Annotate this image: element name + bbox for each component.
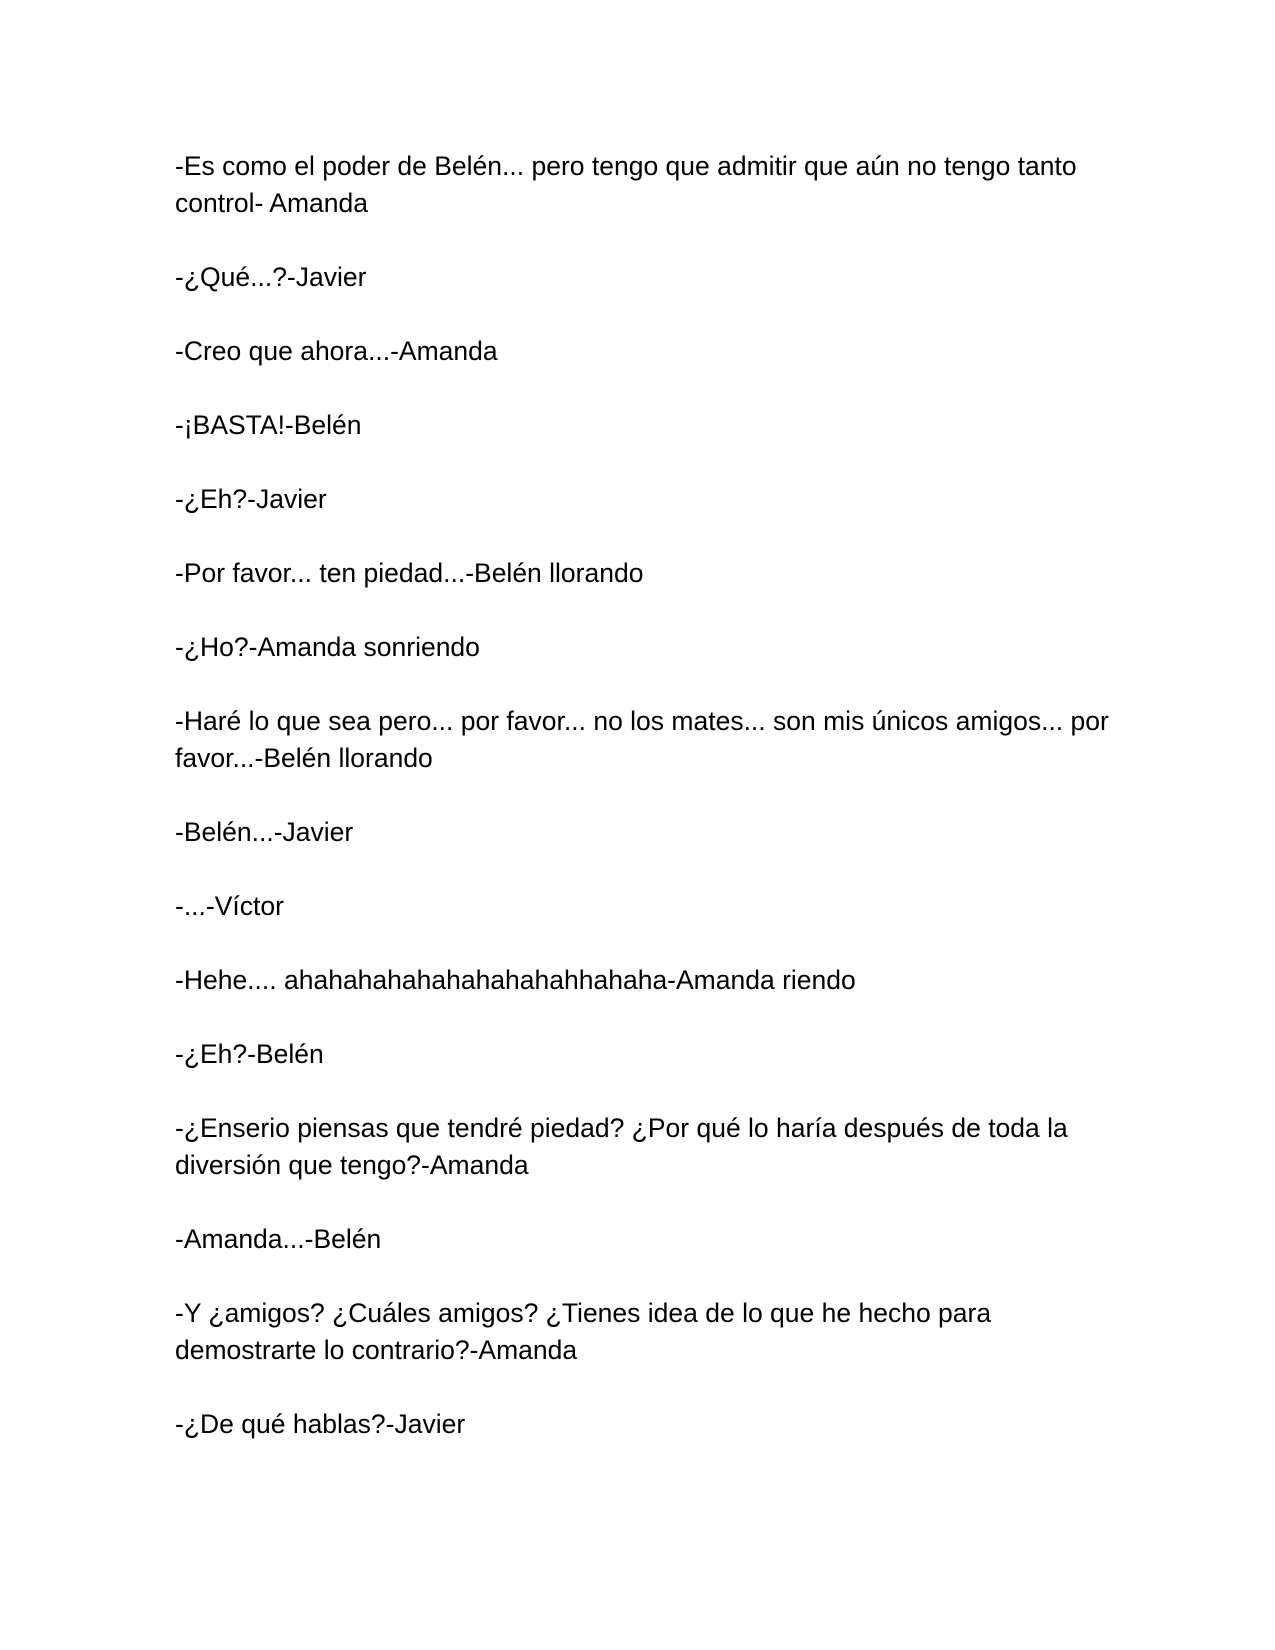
paragraph: -Haré lo que sea pero... por favor... no los mates... son mis únicos amigos... por favor...-Belén llorando [175, 706, 1109, 773]
paragraph: -Por favor... ten piedad...-Belén llorando [175, 558, 644, 588]
paragraph: -Belén...-Javier [175, 817, 354, 847]
paragraph: -Y ¿amigos? ¿Cuáles amigos? ¿Tienes idea de lo que he hecho para demostrarte lo contrario?-Amanda [175, 1298, 992, 1365]
paragraph: -¿Eh?-Javier [175, 484, 327, 514]
paragraph: -...-Víctor [175, 891, 284, 921]
paragraph: -Creo que ahora...-Amanda [175, 336, 498, 366]
paragraph: -Hehe.... ahahahahahahahahahahhahaha-Amanda riendo [175, 965, 856, 995]
paragraph: -¡BASTA!-Belén [175, 410, 362, 440]
paragraph: -¿Qué...?-Javier [175, 262, 367, 292]
paragraph: -¿Enserio piensas que tendré piedad? ¿Por qué lo haría después de toda la diversión que tengo?-Amanda [175, 1113, 1068, 1180]
paragraph: -¿Eh?-Belén [175, 1039, 324, 1069]
paragraph: -¿De qué hablas?-Javier [175, 1409, 466, 1439]
paragraph: -Amanda...-Belén [175, 1224, 382, 1254]
paragraph: -Es como el poder de Belén... pero tengo que admitir que aún no tengo tanto control- Amanda [175, 151, 1077, 218]
paragraph: -¿Ho?-Amanda sonriendo [175, 632, 480, 662]
document-body [175, 148, 1115, 1480]
